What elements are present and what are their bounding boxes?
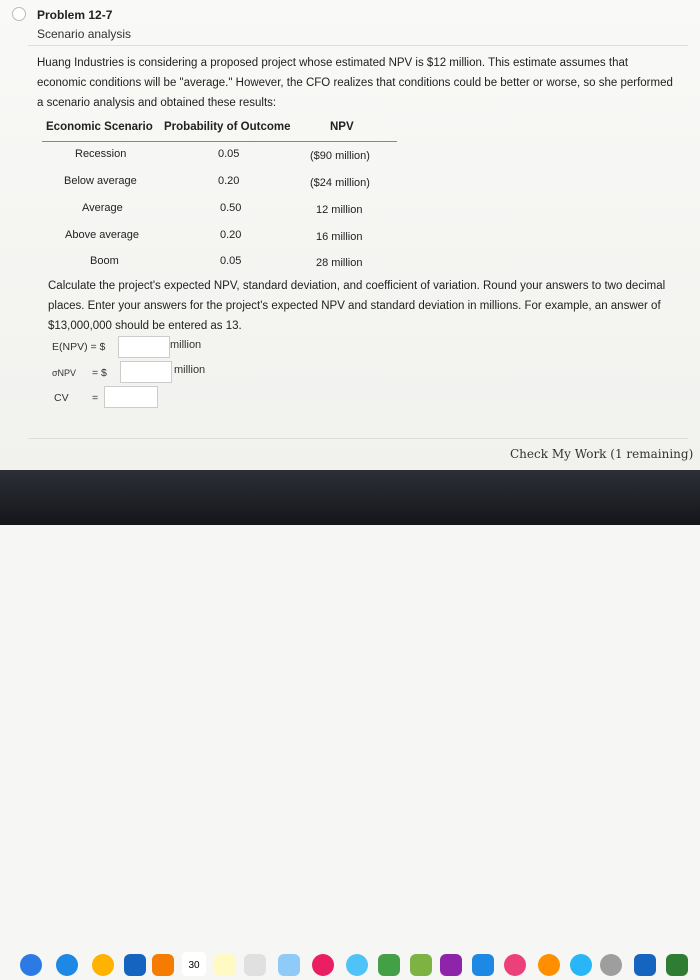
podium-icon[interactable] xyxy=(472,954,494,976)
row-npv: 12 million xyxy=(316,204,363,216)
divider xyxy=(28,438,688,439)
check-my-work-button[interactable]: Check My Work (1 remaining) xyxy=(510,447,694,461)
itunes-icon[interactable] xyxy=(504,954,526,976)
row-prob: 0.20 xyxy=(220,229,242,241)
messages-icon[interactable] xyxy=(346,954,368,976)
dock xyxy=(0,470,700,971)
cv-eq: = xyxy=(92,392,99,404)
problem-intro: Huang Industries is considering a proposed project whose estimated NPV is $12 million. This estimate assumes that economic conditions will be "average." However, the CFO realizes that conditions could be better or worse, so she performed a scenario analysis and obtained these results: xyxy=(37,57,673,109)
appstore-icon[interactable] xyxy=(570,954,592,976)
photos-icon[interactable] xyxy=(92,954,114,976)
cv-input[interactable] xyxy=(104,386,158,408)
problem-subtitle: Scenario analysis xyxy=(37,27,132,41)
header-probability: Probability of Outcome xyxy=(164,121,291,133)
preview-app-icon[interactable] xyxy=(278,954,300,976)
row-scenario: Above average xyxy=(65,229,139,241)
problem-page xyxy=(0,0,700,470)
cv-label: CV xyxy=(54,392,69,404)
row-scenario: Boom xyxy=(90,255,119,267)
row-npv: 16 million xyxy=(316,231,363,243)
preferences-icon[interactable] xyxy=(600,954,622,976)
row-prob: 0.50 xyxy=(220,202,242,214)
row-prob: 0.20 xyxy=(218,175,240,187)
radio-button[interactable] xyxy=(12,7,26,21)
row-scenario: Below average xyxy=(64,175,137,187)
chrome-icon[interactable] xyxy=(20,954,42,976)
preview-icon[interactable] xyxy=(124,954,146,976)
row-npv: ($90 million) xyxy=(310,150,370,162)
row-scenario: Average xyxy=(82,202,123,214)
row-prob: 0.05 xyxy=(218,148,240,160)
facetime-icon[interactable] xyxy=(378,954,400,976)
photos-app-icon[interactable] xyxy=(312,954,334,976)
word-icon[interactable] xyxy=(634,954,656,976)
row-npv: ($24 million) xyxy=(310,177,370,189)
enpv-input[interactable] xyxy=(118,336,170,358)
reminders-list-icon[interactable] xyxy=(244,954,266,976)
divider xyxy=(28,45,688,46)
sigma-input[interactable] xyxy=(120,361,172,383)
table-header-line xyxy=(42,141,397,142)
row-prob: 0.05 xyxy=(220,255,242,267)
enpv-unit: million xyxy=(170,339,202,351)
row-npv: 28 million xyxy=(316,257,363,269)
ibooks-icon[interactable] xyxy=(538,954,560,976)
enpv-label: E(NPV) = $ xyxy=(52,341,106,353)
safari-icon[interactable] xyxy=(56,954,78,976)
keynote-icon[interactable] xyxy=(440,954,462,976)
row-scenario: Recession xyxy=(75,148,127,160)
header-npv: NPV xyxy=(330,121,354,133)
sigma-unit: million xyxy=(174,364,206,376)
calendar-icon[interactable]: 30 xyxy=(182,952,206,976)
notes-icon[interactable] xyxy=(214,954,236,976)
instructions: Calculate the project's expected NPV, standard deviation, and coefficient of variation. Round your answers to two decimal places. Enter your answers for the project's expected NPV and standard deviation in millions. For example, an answer of $13,000,000 should be entered as 13. xyxy=(48,280,666,332)
numbers-icon[interactable] xyxy=(410,954,432,976)
sigma-eq: = $ xyxy=(92,367,107,379)
excel-icon[interactable] xyxy=(666,954,688,976)
reminders-icon[interactable] xyxy=(152,954,174,976)
header-scenario: Economic Scenario xyxy=(46,121,153,133)
sigma-label: σNPV xyxy=(52,368,77,378)
problem-title: Problem 12-7 xyxy=(37,8,113,22)
